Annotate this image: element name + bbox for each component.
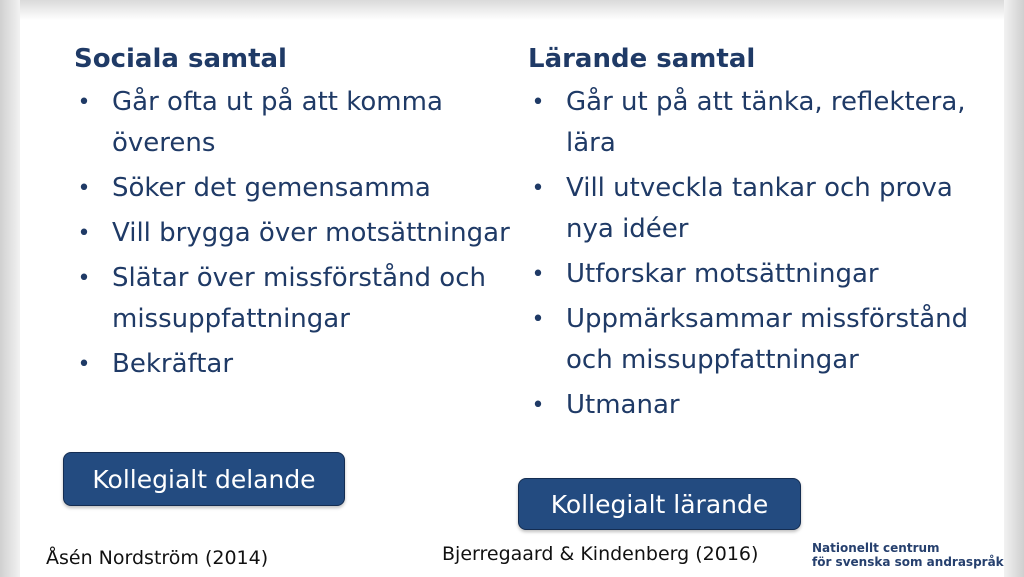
list-item: • Uppmärksammar missförstånd och missuppfattningar (528, 299, 978, 381)
slide-left-shadow (0, 0, 20, 577)
bullet-icon: • (77, 266, 91, 291)
social-heading: Sociala samtal (74, 44, 287, 74)
bullet-icon: • (531, 393, 545, 418)
bullet-icon: • (77, 90, 91, 115)
list-item: • Vill utveckla tankar och prova nya idéer (528, 168, 978, 250)
social-list (74, 82, 514, 385)
bullet-icon: • (77, 352, 91, 377)
list-item: • Utforskar motsättningar (528, 254, 978, 295)
list-item: • Vill brygga över motsättningar (74, 213, 514, 254)
nationellt-centrum-logo (812, 541, 1004, 569)
bullet-icon: • (531, 90, 545, 115)
list-item: • Slätar över missförstånd och missuppfattningar (74, 258, 514, 340)
bullet-icon: • (531, 176, 545, 201)
kollegialt-larande-button[interactable]: Kollegialt lärande (518, 478, 801, 530)
list-item: • Går ofta ut på att komma överens (74, 82, 514, 164)
kollegialt-delande-button[interactable]: Kollegialt delande (63, 452, 345, 506)
citation-left: Åsén Nordström (2014) (46, 547, 269, 569)
social-column (74, 40, 514, 389)
slide-right-shadow (1004, 0, 1024, 577)
bullet-icon: • (531, 307, 545, 332)
slide-top-shadow (0, 0, 1024, 20)
list-item: • Går ut på att tänka, reflektera, lära (528, 82, 978, 164)
logo-line-1: Nationellt centrum (812, 541, 940, 555)
learning-heading: Lärande samtal (528, 44, 756, 74)
bullet-icon: • (77, 176, 91, 201)
bullet-icon: • (77, 221, 91, 246)
list-item: • Bekräftar (74, 344, 514, 385)
citation-right: Bjerregaard & Kindenberg (2016) (442, 543, 759, 565)
learning-column (528, 40, 978, 430)
list-item: • Söker det gemensamma (74, 168, 514, 209)
logo-line-2: för svenska som andraspråk (812, 555, 1004, 569)
list-item: • Utmanar (528, 385, 978, 426)
learning-list (528, 82, 978, 426)
bullet-icon: • (531, 262, 545, 287)
